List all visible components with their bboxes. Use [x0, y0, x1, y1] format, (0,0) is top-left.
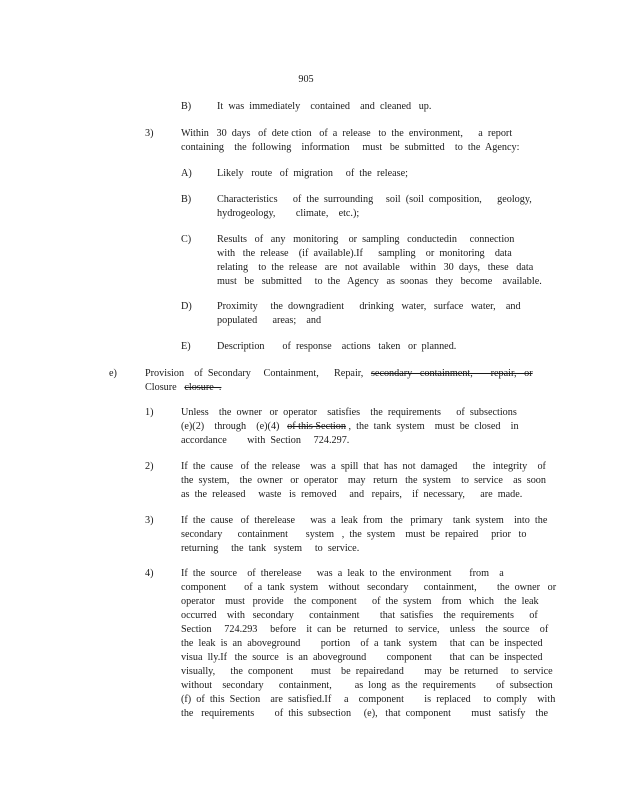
- text-line: If the cause of therelease was a leak from the primary tank system into the: [181, 515, 548, 526]
- text-line: [181, 420, 519, 434]
- item-label: E): [181, 341, 191, 352]
- text-line: It was immediately contained and cleaned up.: [217, 101, 432, 112]
- item-label: 2): [145, 461, 154, 472]
- section-label: e): [109, 368, 117, 379]
- item-text: [217, 193, 532, 221]
- item-text: [217, 233, 542, 289]
- text-segment: Closure: [145, 382, 177, 393]
- text-line: If the cause of the release was a spill that has not damaged the integrity of: [181, 461, 546, 472]
- struck-text: closure .: [184, 382, 222, 393]
- text-line: must be submitted to the Agency as soonas they become available.: [217, 276, 542, 287]
- text-line: [145, 381, 533, 395]
- text-line: Likely route of migration of the release;: [217, 168, 408, 179]
- text-segment: , the tank system must be closed in: [348, 421, 519, 432]
- item-label: 4): [145, 568, 154, 579]
- item-text: [181, 127, 519, 155]
- item-text: [181, 514, 547, 556]
- text-line: Proximity the downgradient drinking water, surface water, and: [217, 301, 521, 312]
- text-line: hydrogeology, climate, etc.);: [217, 208, 360, 219]
- item-label: 1): [145, 407, 154, 418]
- text-line: returning the tank system to service.: [181, 543, 360, 554]
- text-line: secondary containment system , the system must be repaired prior to: [181, 529, 527, 540]
- text-line: the leak is an aboveground portion of a tank system that can be inspected: [181, 638, 543, 649]
- text-line: component of a tank system without secondary containment, the owner or: [181, 582, 557, 593]
- struck-text: secondary containment, repair, or: [370, 368, 533, 379]
- item-text: [181, 460, 546, 502]
- text-line: as the released waste is removed and repairs, if necessary, are made.: [181, 489, 523, 500]
- text-line: without secondary containment, as long as the requirements of subsection: [181, 680, 553, 691]
- text-line: accordance with Section 724.297.: [181, 435, 350, 446]
- page-number-text: 905: [298, 74, 314, 85]
- text-line: populated areas; and: [217, 315, 322, 326]
- item-label: B): [181, 101, 192, 112]
- item-label: A): [181, 168, 192, 179]
- text-line: Description of response actions taken or planned.: [217, 341, 457, 352]
- item-label: 3): [145, 515, 154, 526]
- text-line: (f) of this Section are satisfied.If a component is replaced to comply with: [181, 694, 556, 705]
- item-text: [217, 100, 431, 114]
- item-label: C): [181, 234, 192, 245]
- item-label: D): [181, 301, 192, 312]
- item-label: B): [181, 194, 192, 205]
- text-line: the system, the owner or operator may return the system to service as soon: [181, 475, 546, 486]
- text-line: containing the following information must be submitted to the Agency:: [181, 142, 520, 153]
- text-segment: Provision of Secondary Containment, Repair,: [145, 368, 364, 379]
- text-line: occurred with secondary containment that satisfies the requirements of: [181, 610, 538, 621]
- text-line: relating to the release are not available within 30 days, these data: [217, 262, 534, 273]
- text-line: Results of any monitoring or sampling conductedin connection: [217, 234, 515, 245]
- text-line: operator must provide the component of the system from which the leak: [181, 596, 539, 607]
- struck-text: of this Section: [287, 421, 346, 432]
- item-text: [181, 567, 556, 721]
- item-label: 3): [145, 128, 154, 139]
- section-heading: [145, 367, 533, 395]
- text-line: the requirements of this subsection (e), that component must satisfy the: [181, 708, 548, 719]
- item-text: [217, 167, 408, 181]
- text-line: Section 724.293 before it can be returned to service, unless the source of: [181, 624, 549, 635]
- text-line: If the source of therelease was a leak to the environment from a: [181, 568, 504, 579]
- item-text: [181, 406, 519, 448]
- text-line: Unless the owner or operator satisfies the requirements of subsections: [181, 407, 517, 418]
- page-number: [0, 73, 618, 87]
- item-text: [217, 340, 456, 354]
- text-line: [145, 367, 533, 381]
- text-segment: (e)(2) through (e)(4): [181, 421, 280, 432]
- text-line: visually, the component must be repairedand may be returned to service: [181, 666, 553, 677]
- text-line: Characteristics of the surrounding soil (soil composition, geology,: [217, 194, 532, 205]
- text-line: Within 30 days of dete ction of a release to the environment, a report: [181, 128, 513, 139]
- text-line: visua lly.If the source is an aboveground component that can be inspected: [181, 652, 543, 663]
- item-text: [217, 300, 521, 328]
- text-line: with the release (if available).If sampling or monitoring data: [217, 248, 512, 259]
